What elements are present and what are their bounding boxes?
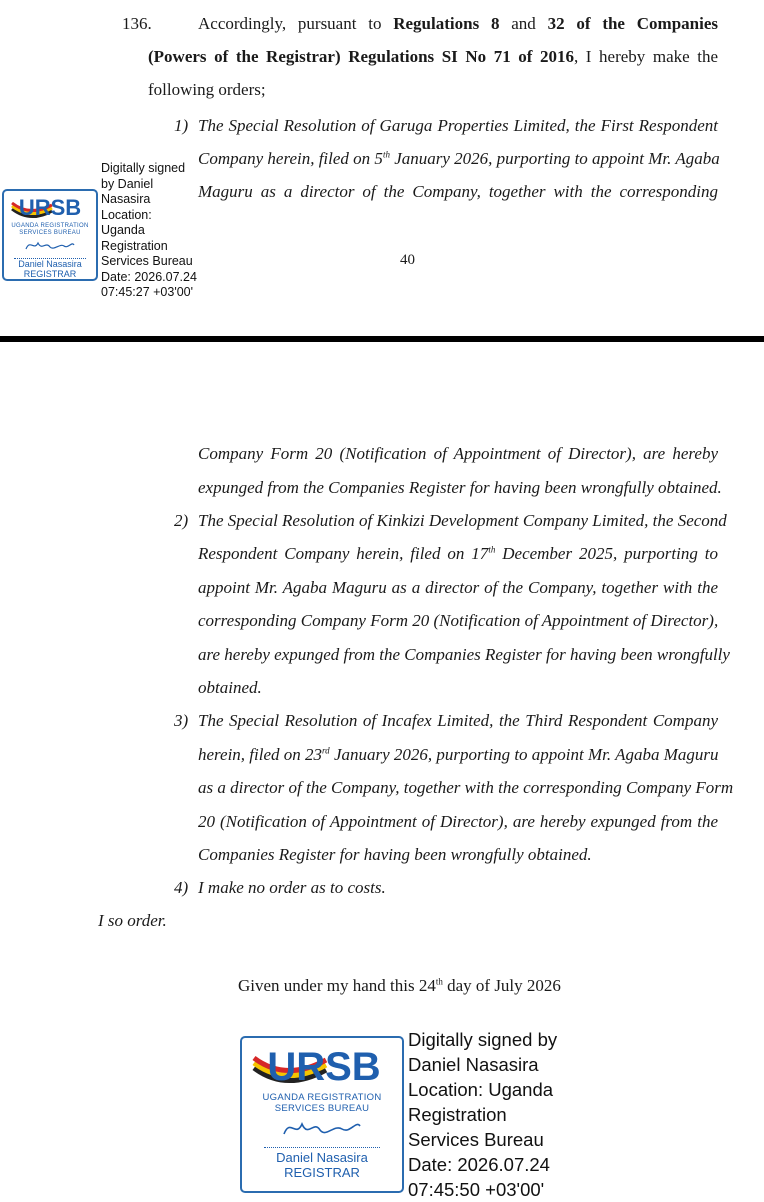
paragraph-number: 136.: [122, 14, 152, 33]
sig-line: Nasasira: [101, 192, 151, 206]
order-3-line-4: 20 (Notification of Appointment of Director), are hereby expunged from the: [198, 812, 718, 831]
order-1-line-1: The Special Resolution of Garuga Properties Limited, the First Respondent: [198, 116, 718, 135]
stamp-name: Daniel Nasasira: [18, 259, 82, 269]
stamp-title: REGISTRAR: [23, 269, 77, 279]
order-3-line-1: The Special Resolution of Incafex Limited, the Third Respondent Company: [198, 711, 718, 730]
order-3-line-2: herein, filed on 23rd January 2026, purporting to appoint Mr. Agaba Maguru: [198, 745, 719, 764]
sig-line: Digitally signed by: [408, 1029, 558, 1050]
sig-line: Location:: [101, 207, 152, 222]
order-3-line-5: Companies Register for having been wrongfully obtained.: [198, 845, 592, 864]
sig-line: 07:45:50 +03'00': [408, 1179, 545, 1200]
sig-line: Uganda: [101, 223, 145, 237]
stamp-logo-text: URSB: [267, 1045, 381, 1089]
order-2-number: 2): [174, 511, 189, 530]
sig-line: by Daniel: [101, 176, 154, 191]
sig-line: Daniel Nasasira: [408, 1054, 539, 1075]
ursb-logo-icon: [4, 193, 96, 223]
order-2-line-2: Respondent Company herein, filed on 17th December 2025, purporting to: [198, 544, 718, 563]
order-1-line-2: Company herein, filed on 5th January 2026, purporting to appoint Mr. Agaba: [198, 149, 720, 168]
sig-line: Services Bureau: [101, 254, 193, 268]
order-1-continued-line-1: Company Form 20 (Notification of Appointment of Director), are hereby: [198, 444, 718, 463]
paragraph-line-1: Accordingly, pursuant to Regulations 8 and 32 of the Companies: [198, 14, 718, 33]
handwritten-signature-icon: [272, 1114, 372, 1142]
stamp-name: Daniel Nasasira: [276, 1150, 368, 1165]
order-3-line-3: as a director of the Company, together with the corresponding Company Form: [198, 778, 734, 797]
order-2-line-1: The Special Resolution of Kinkizi Development Company Limited, the Second: [198, 511, 727, 530]
handwritten-signature-icon: [20, 237, 80, 253]
given-under-hand: Given under my hand this 24th day of July 2026: [238, 976, 561, 995]
order-1-number: 1): [174, 116, 189, 135]
order-1-continued-line-2: expunged from the Companies Register for having been wrongfully obtained.: [198, 478, 722, 497]
sig-line: 07:45:27 +03'00': [101, 285, 194, 299]
stamp-title: REGISTRAR: [284, 1165, 360, 1180]
order-4-text: I make no order as to costs.: [198, 878, 386, 897]
sig-line: Digitally signed: [101, 161, 186, 175]
order-2-line-5: are hereby expunged from the Companies Register for having been wrongfully: [198, 645, 730, 664]
page-divider: [0, 336, 764, 342]
page-number: 40: [400, 252, 415, 268]
stamp-bureau-2: SERVICES BUREAU: [19, 230, 81, 236]
sig-line: Registration: [408, 1104, 507, 1125]
sig-line: Location: Uganda: [408, 1079, 554, 1100]
order-2-line-4: corresponding Company Form 20 (Notification of Appointment of Director),: [198, 611, 719, 630]
order-2-line-3: appoint Mr. Agaba Maguru as a director of the Company, together with the: [198, 578, 718, 597]
order-1-line-3: Maguru as a director of the Company, together with the corresponding: [198, 182, 718, 201]
stamp-bureau-1: UGANDA REGISTRATION: [262, 1092, 382, 1103]
sig-line: Date: 2026.07.24: [408, 1154, 550, 1175]
registrar-stamp: [240, 1036, 404, 1193]
registrar-stamp: [2, 189, 98, 281]
paragraph-line-2: (Powers of the Registrar) Regulations SI No 71 of 2016, I hereby make the: [148, 47, 718, 66]
stamp-logo-text: URSB: [18, 195, 82, 220]
digital-signature-block: [101, 161, 197, 301]
stamp-bureau-2: SERVICES BUREAU: [274, 1103, 370, 1114]
so-order: I so order.: [98, 911, 167, 930]
sig-line: Registration: [101, 238, 168, 253]
digital-signature-block: [408, 1027, 557, 1202]
ursb-logo-icon: [242, 1040, 402, 1092]
order-4-number: 4): [174, 878, 189, 897]
sig-line: Services Bureau: [408, 1129, 544, 1150]
stamp-bureau-1: UGANDA REGISTRATION: [11, 223, 89, 229]
order-3-number: 3): [174, 711, 189, 730]
paragraph-line-3: following orders;: [148, 80, 266, 99]
order-2-line-6: obtained.: [198, 678, 262, 697]
sig-line: Date: 2026.07.24: [101, 269, 197, 284]
